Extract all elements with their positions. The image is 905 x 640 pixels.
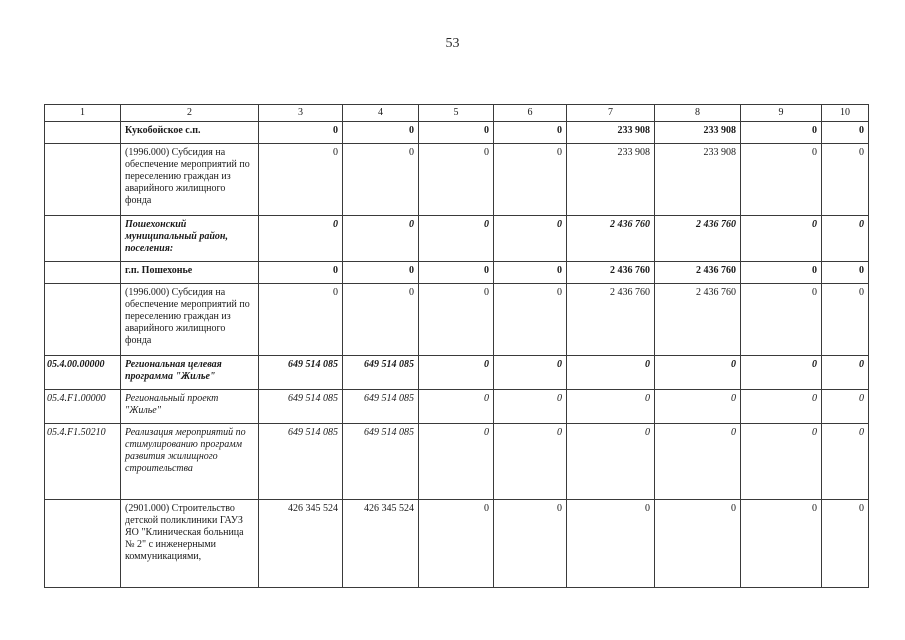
cell-value: 0: [259, 216, 343, 262]
row-name: Региональная целевая программа "Жилье": [121, 356, 259, 390]
cell-value: 0: [494, 122, 567, 144]
table-row: [45, 122, 869, 144]
cell-value: 0: [822, 216, 869, 262]
cell-value: 0: [419, 500, 494, 588]
cell-value: 0: [419, 356, 494, 390]
table-row: [45, 500, 869, 588]
cell-value: 0: [567, 356, 655, 390]
row-code: [45, 262, 121, 284]
cell-value: 0: [741, 122, 822, 144]
cell-value: 0: [419, 390, 494, 424]
cell-value: 0: [741, 144, 822, 216]
cell-value: 0: [343, 144, 419, 216]
row-name: Пошехонский муниципальный район, поселения:: [121, 216, 259, 262]
cell-value: 2 436 760: [655, 262, 741, 284]
cell-value: 649 514 085: [259, 390, 343, 424]
column-header: 10: [822, 105, 869, 122]
column-header: 2: [121, 105, 259, 122]
cell-value: 0: [343, 216, 419, 262]
cell-value: 0: [259, 122, 343, 144]
table-row: [45, 424, 869, 500]
cell-value: 0: [419, 122, 494, 144]
page-number: 53: [445, 36, 460, 51]
cell-value: 0: [741, 424, 822, 500]
cell-value: 2 436 760: [567, 284, 655, 356]
row-code: [45, 144, 121, 216]
cell-value: 0: [741, 284, 822, 356]
cell-value: 0: [259, 284, 343, 356]
cell-value: 0: [419, 424, 494, 500]
cell-value: 0: [343, 122, 419, 144]
row-code: 05.4.00.00000: [45, 356, 121, 390]
row-name: Кукобойское с.п.: [121, 122, 259, 144]
table-row: [45, 284, 869, 356]
cell-value: 233 908: [567, 122, 655, 144]
cell-value: 0: [655, 390, 741, 424]
cell-value: 0: [419, 262, 494, 284]
cell-value: 0: [567, 424, 655, 500]
cell-value: 0: [259, 262, 343, 284]
cell-value: 649 514 085: [343, 356, 419, 390]
cell-value: 426 345 524: [259, 500, 343, 588]
cell-value: 0: [822, 356, 869, 390]
column-header: 8: [655, 105, 741, 122]
column-header: 7: [567, 105, 655, 122]
cell-value: 649 514 085: [343, 390, 419, 424]
cell-value: 2 436 760: [567, 216, 655, 262]
cell-value: 0: [741, 356, 822, 390]
cell-value: 0: [494, 500, 567, 588]
column-header: 3: [259, 105, 343, 122]
column-header: 5: [419, 105, 494, 122]
row-name: (2901.000) Строительство детской поликлиники ГАУЗ ЯО "Клиническая больница № 2" с инженерными коммуникациями,: [121, 500, 259, 588]
row-name: (1996.000) Субсидия на обеспечение мероприятий по переселению граждан из аварийного жилищного фонда: [121, 144, 259, 216]
cell-value: 0: [741, 390, 822, 424]
cell-value: 0: [741, 500, 822, 588]
cell-value: 0: [494, 216, 567, 262]
row-name: Реализация мероприятий по стимулированию программ развития жилищного строительства: [121, 424, 259, 500]
table-row: [45, 390, 869, 424]
row-name: (1996.000) Субсидия на обеспечение мероприятий по переселению граждан из аварийного жилищного фонда: [121, 284, 259, 356]
cell-value: 426 345 524: [343, 500, 419, 588]
cell-value: 0: [655, 424, 741, 500]
cell-value: 0: [419, 284, 494, 356]
cell-value: 233 908: [655, 122, 741, 144]
cell-value: 0: [655, 500, 741, 588]
row-name: г.п. Пошехонье: [121, 262, 259, 284]
column-header: 1: [45, 105, 121, 122]
cell-value: 0: [494, 356, 567, 390]
row-code: [45, 122, 121, 144]
cell-value: 0: [822, 122, 869, 144]
cell-value: 0: [655, 356, 741, 390]
row-code: [45, 216, 121, 262]
cell-value: 233 908: [567, 144, 655, 216]
table-row: [45, 356, 869, 390]
cell-value: 0: [494, 262, 567, 284]
cell-value: 2 436 760: [655, 216, 741, 262]
table-header-row: [45, 105, 869, 122]
cell-value: 0: [822, 144, 869, 216]
cell-value: 0: [822, 500, 869, 588]
cell-value: 0: [259, 144, 343, 216]
cell-value: 0: [741, 216, 822, 262]
cell-value: 233 908: [655, 144, 741, 216]
cell-value: 0: [343, 284, 419, 356]
table-row: [45, 144, 869, 216]
cell-value: 0: [822, 284, 869, 356]
cell-value: 0: [494, 424, 567, 500]
cell-value: 649 514 085: [259, 424, 343, 500]
cell-value: 0: [343, 262, 419, 284]
budget-table: [44, 104, 869, 588]
cell-value: 0: [822, 262, 869, 284]
cell-value: 0: [567, 390, 655, 424]
table-row: [45, 216, 869, 262]
cell-value: 0: [822, 424, 869, 500]
cell-value: 0: [822, 390, 869, 424]
cell-value: 0: [419, 216, 494, 262]
cell-value: 0: [419, 144, 494, 216]
cell-value: 0: [494, 284, 567, 356]
column-header: 9: [741, 105, 822, 122]
cell-value: 0: [567, 500, 655, 588]
row-code: [45, 500, 121, 588]
column-header: 6: [494, 105, 567, 122]
row-code: [45, 284, 121, 356]
cell-value: 0: [494, 144, 567, 216]
row-code: 05.4.F1.50210: [45, 424, 121, 500]
cell-value: 0: [741, 262, 822, 284]
table-row: [45, 262, 869, 284]
cell-value: 2 436 760: [567, 262, 655, 284]
column-header: 4: [343, 105, 419, 122]
cell-value: 0: [494, 390, 567, 424]
cell-value: 649 514 085: [343, 424, 419, 500]
cell-value: 649 514 085: [259, 356, 343, 390]
row-code: 05.4.F1.00000: [45, 390, 121, 424]
cell-value: 2 436 760: [655, 284, 741, 356]
row-name: Региональный проект "Жилье": [121, 390, 259, 424]
